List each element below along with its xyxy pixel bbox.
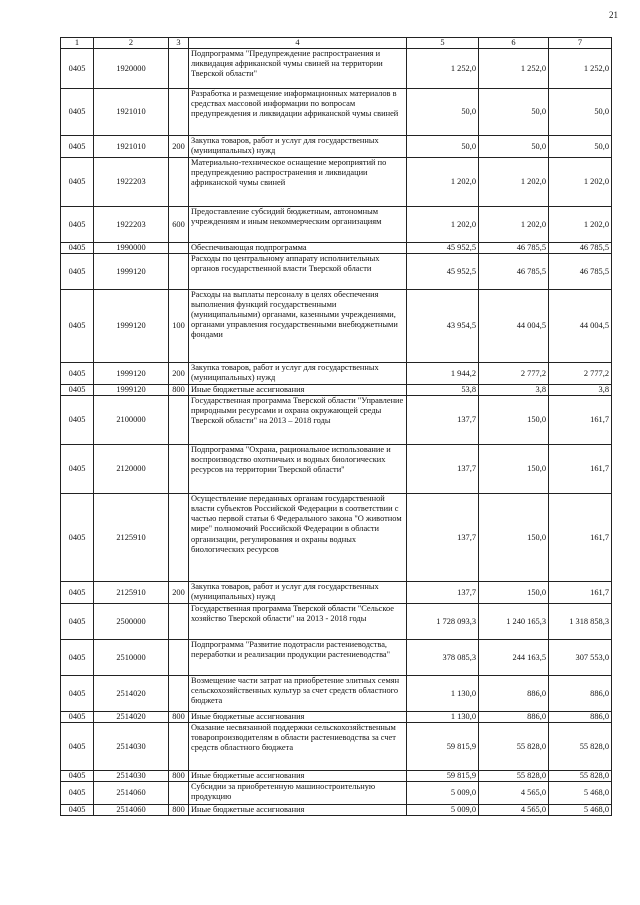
section-code: 0405	[61, 254, 94, 290]
section-code: 0405	[61, 640, 94, 676]
expense-type-code	[169, 494, 189, 582]
expense-type-code: 800	[169, 385, 189, 396]
table-row	[61, 782, 612, 805]
section-code: 0405	[61, 89, 94, 136]
amount-year-3: 46 785,5	[549, 254, 612, 290]
target-code: 1999120	[94, 290, 169, 363]
amount-year-2: 3,8	[479, 385, 549, 396]
item-name: Закупка товаров, работ и услуг для государственных (муниципальных) нужд	[189, 363, 407, 385]
amount-year-3: 161,7	[549, 445, 612, 494]
target-code: 2510000	[94, 640, 169, 676]
amount-year-2: 50,0	[479, 136, 549, 158]
section-code: 0405	[61, 243, 94, 254]
amount-year-3: 161,7	[549, 582, 612, 604]
amount-year-1: 137,7	[407, 445, 479, 494]
column-number: 7	[549, 38, 612, 49]
amount-year-1: 1 202,0	[407, 207, 479, 243]
amount-year-3: 55 828,0	[549, 723, 612, 771]
amount-year-1: 1 130,0	[407, 712, 479, 723]
amount-year-1: 137,7	[407, 396, 479, 445]
table-row	[61, 676, 612, 712]
item-name: Расходы на выплаты персоналу в целях обеспечения выполнения функций государственными (муниципальными) органами, казенными учреждениями, органами управления государственными внебюджетными фондами	[189, 290, 407, 363]
target-code: 2514060	[94, 782, 169, 805]
item-name: Иные бюджетные ассигнования	[189, 385, 407, 396]
item-name: Подпрограмма "Развитие подотрасли растениеводства, переработки и реализации продукции растениеводства"	[189, 640, 407, 676]
amount-year-2: 44 004,5	[479, 290, 549, 363]
table-row	[61, 49, 612, 89]
table-row	[61, 158, 612, 207]
item-name: Подпрограмма "Охрана, рациональное использование и воспроизводство охотничьих и водных биологических ресурсов на территории Тверской области"	[189, 445, 407, 494]
target-code: 1999120	[94, 254, 169, 290]
section-code: 0405	[61, 396, 94, 445]
amount-year-1: 1 252,0	[407, 49, 479, 89]
amount-year-3: 3,8	[549, 385, 612, 396]
table-row	[61, 582, 612, 604]
amount-year-2: 244 163,5	[479, 640, 549, 676]
target-code: 2514030	[94, 771, 169, 782]
table-row	[61, 254, 612, 290]
target-code: 1922203	[94, 158, 169, 207]
section-code: 0405	[61, 494, 94, 582]
expense-type-code	[169, 49, 189, 89]
column-number: 6	[479, 38, 549, 49]
target-code: 1921010	[94, 136, 169, 158]
amount-year-3: 1 318 858,3	[549, 604, 612, 640]
amount-year-3: 5 468,0	[549, 805, 612, 816]
section-code: 0405	[61, 49, 94, 89]
amount-year-1: 45 952,5	[407, 243, 479, 254]
expense-type-code	[169, 254, 189, 290]
item-name: Оказание несвязанной поддержки сельскохозяйственным товаропроизводителям в области растениеводства за счет средств областного бюджета	[189, 723, 407, 771]
amount-year-1: 59 815,9	[407, 771, 479, 782]
table-row	[61, 363, 612, 385]
section-code: 0405	[61, 782, 94, 805]
target-code: 1990000	[94, 243, 169, 254]
item-name: Иные бюджетные ассигнования	[189, 771, 407, 782]
amount-year-2: 4 565,0	[479, 782, 549, 805]
amount-year-2: 1 240 165,3	[479, 604, 549, 640]
section-code: 0405	[61, 290, 94, 363]
amount-year-1: 43 954,5	[407, 290, 479, 363]
table-row	[61, 604, 612, 640]
amount-year-3: 307 553,0	[549, 640, 612, 676]
amount-year-3: 1 252,0	[549, 49, 612, 89]
amount-year-3: 46 785,5	[549, 243, 612, 254]
amount-year-1: 1 944,2	[407, 363, 479, 385]
item-name: Разработка и размещение информационных материалов в средствах массовой информации по вопросам предупреждения и ликвидации африканской чумы свиней	[189, 89, 407, 136]
expense-type-code	[169, 782, 189, 805]
target-code: 1999120	[94, 363, 169, 385]
target-code: 1922203	[94, 207, 169, 243]
expense-type-code: 800	[169, 771, 189, 782]
amount-year-3: 886,0	[549, 712, 612, 723]
item-name: Иные бюджетные ассигнования	[189, 712, 407, 723]
expense-type-code: 200	[169, 136, 189, 158]
table-row	[61, 640, 612, 676]
expense-type-code	[169, 445, 189, 494]
amount-year-3: 886,0	[549, 676, 612, 712]
amount-year-2: 50,0	[479, 89, 549, 136]
table-row	[61, 805, 612, 816]
column-number: 3	[169, 38, 189, 49]
table-row	[61, 290, 612, 363]
amount-year-2: 55 828,0	[479, 771, 549, 782]
section-code: 0405	[61, 158, 94, 207]
item-name: Подпрограмма "Предупреждение распространения и ликвидация африканской чумы свиней на территории Тверской области"	[189, 49, 407, 89]
section-code: 0405	[61, 805, 94, 816]
table-row	[61, 712, 612, 723]
section-code: 0405	[61, 771, 94, 782]
amount-year-1: 50,0	[407, 89, 479, 136]
amount-year-3: 55 828,0	[549, 771, 612, 782]
amount-year-2: 4 565,0	[479, 805, 549, 816]
amount-year-2: 150,0	[479, 494, 549, 582]
amount-year-1: 45 952,5	[407, 254, 479, 290]
section-code: 0405	[61, 445, 94, 494]
amount-year-2: 46 785,5	[479, 243, 549, 254]
amount-year-3: 5 468,0	[549, 782, 612, 805]
amount-year-2: 46 785,5	[479, 254, 549, 290]
expense-type-code: 100	[169, 290, 189, 363]
amount-year-3: 161,7	[549, 494, 612, 582]
item-name: Материально-техническое оснащение мероприятий по предупреждению распространения и ликвидации африканской чумы свиней	[189, 158, 407, 207]
table-row	[61, 243, 612, 254]
amount-year-3: 50,0	[549, 136, 612, 158]
column-number: 1	[61, 38, 94, 49]
budget-table	[60, 37, 612, 816]
amount-year-2: 55 828,0	[479, 723, 549, 771]
item-name: Закупка товаров, работ и услуг для государственных (муниципальных) нужд	[189, 136, 407, 158]
target-code: 2125910	[94, 582, 169, 604]
expense-type-code	[169, 676, 189, 712]
section-code: 0405	[61, 604, 94, 640]
item-name: Расходы по центральному аппарату исполнительных органов государственной власти Тверской области	[189, 254, 407, 290]
section-code: 0405	[61, 207, 94, 243]
section-code: 0405	[61, 723, 94, 771]
amount-year-1: 5 009,0	[407, 782, 479, 805]
expense-type-code: 200	[169, 363, 189, 385]
column-number: 2	[94, 38, 169, 49]
expense-type-code	[169, 243, 189, 254]
item-name: Осуществление переданных органам государственной власти субъектов Российской Федерации в соответствии с частью первой статьи 6 Федерального закона "О животном мире" полномочий Российской Федерации в области организации, регулирования и охраны водных биологических ресурсов	[189, 494, 407, 582]
expense-type-code	[169, 89, 189, 136]
column-number-row	[61, 38, 612, 49]
expense-type-code	[169, 640, 189, 676]
expense-type-code	[169, 604, 189, 640]
table-row	[61, 89, 612, 136]
item-name: Субсидии за приобретенную машиностроительную продукцию	[189, 782, 407, 805]
table-row	[61, 207, 612, 243]
amount-year-1: 59 815,9	[407, 723, 479, 771]
target-code: 1999120	[94, 385, 169, 396]
amount-year-2: 150,0	[479, 582, 549, 604]
table-row	[61, 771, 612, 782]
expense-type-code: 600	[169, 207, 189, 243]
column-number: 4	[189, 38, 407, 49]
table-row	[61, 494, 612, 582]
expense-type-code: 200	[169, 582, 189, 604]
expense-type-code: 800	[169, 805, 189, 816]
target-code: 2100000	[94, 396, 169, 445]
item-name: Иные бюджетные ассигнования	[189, 805, 407, 816]
target-code: 2514020	[94, 712, 169, 723]
expense-type-code	[169, 158, 189, 207]
table-row	[61, 396, 612, 445]
target-code: 2514030	[94, 723, 169, 771]
expense-type-code	[169, 396, 189, 445]
amount-year-1: 1 130,0	[407, 676, 479, 712]
item-name: Предоставление субсидий бюджетным, автономным учреждениям и иным некоммерческим организациям	[189, 207, 407, 243]
amount-year-1: 50,0	[407, 136, 479, 158]
amount-year-2: 150,0	[479, 396, 549, 445]
amount-year-3: 44 004,5	[549, 290, 612, 363]
target-code: 1920000	[94, 49, 169, 89]
amount-year-2: 886,0	[479, 712, 549, 723]
item-name: Государственная программа Тверской области "Сельское хозяйство Тверской области" на 2013 - 2018 годы	[189, 604, 407, 640]
amount-year-2: 1 252,0	[479, 49, 549, 89]
section-code: 0405	[61, 385, 94, 396]
target-code: 1921010	[94, 89, 169, 136]
amount-year-3: 50,0	[549, 89, 612, 136]
amount-year-2: 886,0	[479, 676, 549, 712]
table-row	[61, 445, 612, 494]
target-code: 2500000	[94, 604, 169, 640]
amount-year-3: 1 202,0	[549, 207, 612, 243]
section-code: 0405	[61, 363, 94, 385]
amount-year-3: 1 202,0	[549, 158, 612, 207]
table-row	[61, 723, 612, 771]
item-name: Обеспечивающая подпрограмма	[189, 243, 407, 254]
amount-year-3: 2 777,2	[549, 363, 612, 385]
section-code: 0405	[61, 582, 94, 604]
item-name: Возмещение части затрат на приобретение элитных семян сельскохозяйственных культур за счет средств областного бюджета	[189, 676, 407, 712]
amount-year-2: 150,0	[479, 445, 549, 494]
amount-year-1: 53,8	[407, 385, 479, 396]
section-code: 0405	[61, 676, 94, 712]
target-code: 2514060	[94, 805, 169, 816]
item-name: Закупка товаров, работ и услуг для государственных (муниципальных) нужд	[189, 582, 407, 604]
amount-year-2: 2 777,2	[479, 363, 549, 385]
item-name: Государственная программа Тверской области "Управление природными ресурсами и охрана окружающей среды Тверской области" на 2013 – 2018 годы	[189, 396, 407, 445]
target-code: 2120000	[94, 445, 169, 494]
section-code: 0405	[61, 712, 94, 723]
amount-year-1: 137,7	[407, 582, 479, 604]
table-row	[61, 385, 612, 396]
expense-type-code: 800	[169, 712, 189, 723]
page-number: 21	[609, 10, 618, 20]
amount-year-3: 161,7	[549, 396, 612, 445]
section-code: 0405	[61, 136, 94, 158]
target-code: 2125910	[94, 494, 169, 582]
column-number: 5	[407, 38, 479, 49]
amount-year-1: 378 085,3	[407, 640, 479, 676]
target-code: 2514020	[94, 676, 169, 712]
amount-year-1: 1 202,0	[407, 158, 479, 207]
table-row	[61, 136, 612, 158]
amount-year-2: 1 202,0	[479, 207, 549, 243]
expense-type-code	[169, 723, 189, 771]
amount-year-1: 137,7	[407, 494, 479, 582]
amount-year-1: 5 009,0	[407, 805, 479, 816]
amount-year-1: 1 728 093,3	[407, 604, 479, 640]
amount-year-2: 1 202,0	[479, 158, 549, 207]
